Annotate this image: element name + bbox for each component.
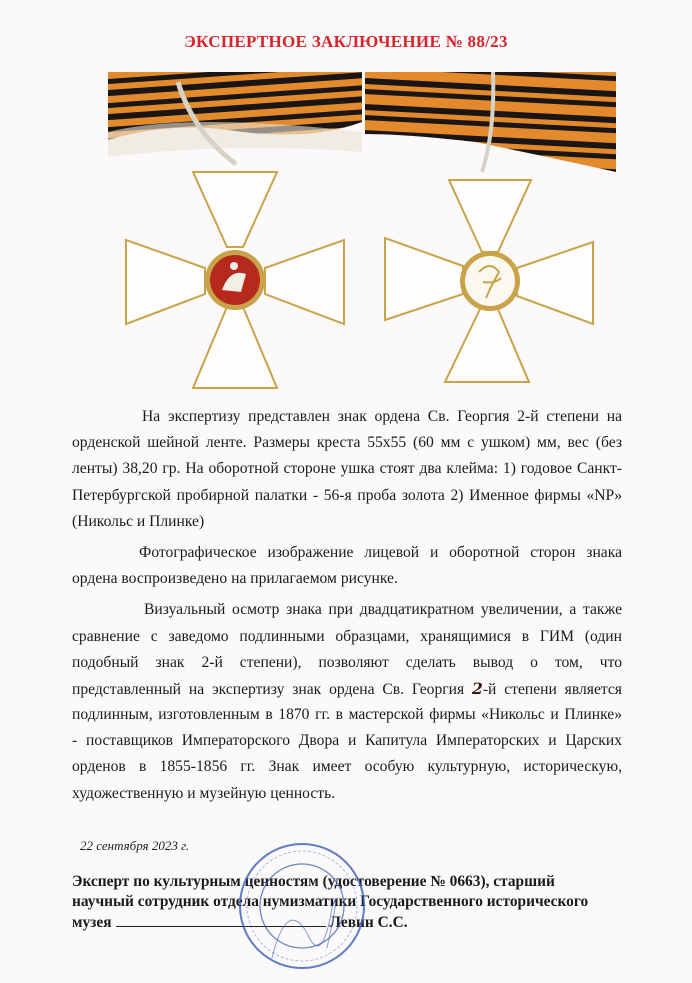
text-line: ордена воспроизведено на прилагаемом рисунке. — [72, 570, 398, 588]
text-line — [72, 676, 622, 702]
paragraph-description — [72, 404, 622, 535]
text-line: ленты) 38,20 гр. На оборотной стороне ушка стоят два клейма: 1) годовое Санкт- — [72, 460, 622, 478]
conclusion-text — [72, 404, 622, 812]
text-line: подлинным, изготовленным в 1870 гг. в мастерской фирмы «Никольс и Плинке» — [72, 706, 622, 724]
text-line: Фотографическое изображение лицевой и оборотной сторон знака — [139, 543, 622, 561]
signature-line: Эксперт по культурным ценностям (удостоверение № 0663), старший — [72, 873, 555, 890]
signature-prefix: музея — [72, 914, 112, 931]
expert-signature-block — [72, 872, 632, 933]
expert-name: Левин С.С. — [329, 914, 408, 931]
handwritten-degree: 2 — [472, 678, 483, 698]
document-date: 22 сентября 2023 г. — [80, 838, 190, 853]
order-reverse-photo — [365, 72, 616, 395]
text-segment: представленный на экспертизу знак ордена Св. Георгия — [72, 680, 472, 698]
text-line: Петербургской пробирной палатки - 56-я проба золота 2) Именное фирмы «NP» — [72, 486, 622, 504]
text-line: На экспертизу представлен знак ордена Св. Георгия 2-й степени на — [142, 408, 622, 425]
text-line: Визуальный осмотр знака при двадцатикратном увеличении, а также — [144, 601, 622, 619]
text-line: - поставщиков Императорского Двора и Капитула Императорских и Царских — [72, 732, 622, 750]
paragraph-conclusion — [72, 597, 622, 807]
paragraph-photo — [72, 540, 622, 592]
signature-blank — [116, 912, 326, 927]
text-line: подобный знак 2-й степени), позволяют сделать вывод о том, что — [72, 653, 622, 671]
text-line: орденской шейной ленте. Размеры креста 55x55 (60 мм с ушком) мм, вес (без — [72, 434, 622, 452]
text-line: сравнение с заведомо подлинными образцами, хранящимися в ГИМ (один — [72, 627, 622, 645]
document-title: ЭКСПЕРТНОЕ ЗАКЛЮЧЕНИЕ № 88/23 — [184, 32, 508, 51]
text-line: (Никольс и Плинке) — [72, 512, 205, 530]
text-line: художественную и музейную ценность. — [72, 784, 336, 802]
signature-line: научный сотрудник отдела нумизматики Государственного исторического — [72, 893, 589, 910]
text-line: орденов в 1855-1856 гг. Знак имеет особую культурную, историческую, — [72, 758, 622, 776]
order-obverse-photo — [108, 72, 362, 395]
signature-line — [72, 912, 632, 933]
text-segment: -й степени является — [482, 680, 622, 698]
